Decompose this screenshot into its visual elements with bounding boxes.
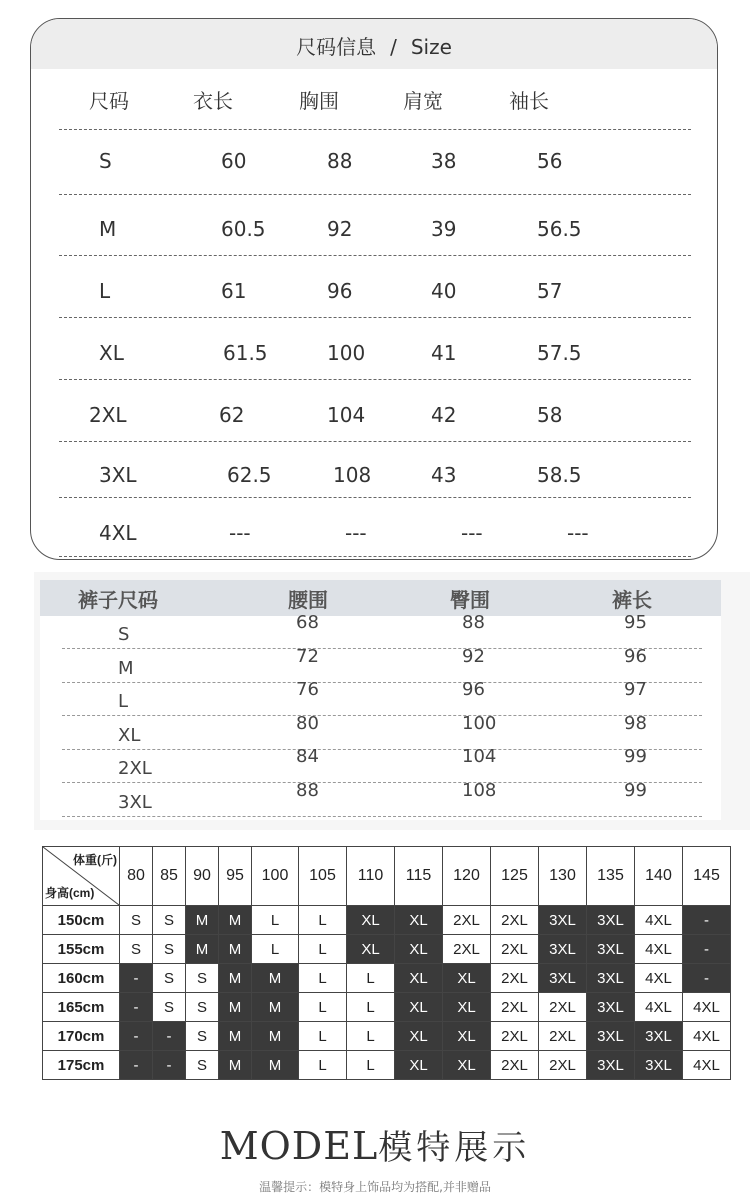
pants-header-3: 裤长 [612,588,652,612]
size-cell: 3XL [539,964,587,993]
size-value: 96 [327,279,353,303]
size-value: 39 [431,217,457,241]
weight-label: 体重(斤) [73,853,117,867]
pants-value: 96 [462,679,485,700]
size-cell: L [252,935,299,964]
size-value: 61.5 [223,341,268,365]
size-cell: L [347,1022,395,1051]
weight-header: 95 [219,847,252,906]
weight-header: 110 [347,847,395,906]
height-cell: 150cm [43,906,120,935]
size-value: 108 [333,463,372,487]
size-cell: M [252,1022,299,1051]
row-divider [59,255,691,256]
size-cell: M [219,1051,252,1080]
size-value: 104 [327,403,366,427]
size-cell: XL [443,964,491,993]
size-cell: M [219,1022,252,1051]
pants-size-table [34,572,750,830]
pants-size-label: XL [118,724,141,746]
weight-header: 135 [587,847,635,906]
size-cell: 2XL [443,935,491,964]
pants-value: 108 [462,779,497,801]
size-cell: S [186,964,219,993]
height-cell: 155cm [43,935,120,964]
size-cell: M [252,1051,299,1080]
size-cell: 2XL [443,906,491,935]
header-4: 袖长 [509,89,549,113]
size-cell: M [252,964,299,993]
weight-header: 120 [443,847,491,906]
size-cell: - [120,1051,153,1080]
size-cell: XL [443,1051,491,1080]
grid-header-row [43,847,731,906]
size-cell: M [186,935,219,964]
size-cell: L [347,993,395,1022]
size-value: 61 [221,279,247,303]
row-divider [59,317,691,318]
size-cell: 3XL [635,1051,683,1080]
size-cell: L [347,1051,395,1080]
size-cell: S [153,935,186,964]
grid-row [43,993,731,1022]
size-cell: 3XL [587,935,635,964]
weight-header: 145 [683,847,731,906]
size-cell: 3XL [539,906,587,935]
size-cell: 3XL [587,1051,635,1080]
pants-value: 88 [296,779,319,801]
pants-size-label: M [118,657,134,679]
row-divider [59,379,691,380]
size-cell: 4XL [635,935,683,964]
pants-header-1: 腰围 [288,588,328,612]
pants-row-divider [62,782,702,783]
weight-header: 80 [120,847,153,906]
height-weight-grid [42,846,731,1080]
size-label: 2XL [89,403,127,427]
weight-header: 140 [635,847,683,906]
size-value: 40 [431,279,457,303]
header-2: 胸围 [299,89,339,113]
title-cn: 尺码信息 [296,35,377,59]
size-value: 41 [431,341,457,365]
size-cell: XL [395,993,443,1022]
size-cell: S [153,964,186,993]
row-divider [59,497,691,498]
size-cell: XL [395,1022,443,1051]
pants-value: 104 [462,746,497,767]
size-cell: M [219,993,252,1022]
pants-row-divider [62,816,702,817]
size-cell: - [120,1022,153,1051]
size-cell: XL [443,1022,491,1051]
size-cell: 4XL [683,1022,731,1051]
size-cell: XL [395,906,443,935]
size-cell: 4XL [683,1051,731,1080]
size-cell: XL [395,1051,443,1080]
size-cell: L [347,964,395,993]
pants-value: 96 [624,645,647,667]
title-en: Size [410,35,452,59]
size-value: 100 [327,341,366,365]
grid-row [43,1051,731,1080]
size-cell: 2XL [491,964,539,993]
weight-header: 125 [491,847,539,906]
size-cell: M [186,906,219,935]
size-cell: L [299,993,347,1022]
pants-value: 99 [624,779,647,801]
size-info-card [30,18,718,560]
footer-note: 温馨提示：模特身上饰品均为搭配,并非赠品 [259,1180,491,1194]
pants-row-divider [62,715,702,716]
size-label: XL [99,341,124,365]
size-cell: XL [347,935,395,964]
size-cell: 3XL [635,1022,683,1051]
size-value: --- [345,521,367,545]
grid-row [43,1022,731,1051]
card-title [31,31,717,60]
size-cell: XL [395,935,443,964]
size-cell: 2XL [539,993,587,1022]
size-cell: L [299,1022,347,1051]
pants-size-label: 2XL [118,758,152,779]
pants-row-divider [62,682,702,683]
size-cell: 4XL [635,993,683,1022]
size-cell: XL [443,993,491,1022]
size-cell: M [252,993,299,1022]
pants-size-label: S [118,624,130,645]
size-cell: 3XL [587,1022,635,1051]
size-value: --- [567,521,589,545]
height-cell: 160cm [43,964,120,993]
pants-value: 99 [624,746,647,767]
size-cell: 2XL [491,906,539,935]
grid-row [43,935,731,964]
height-cell: 175cm [43,1051,120,1080]
size-value: 60.5 [221,217,266,241]
size-cell: S [186,1051,219,1080]
row-divider [59,129,691,130]
size-cell: 2XL [539,1051,587,1080]
size-value: 92 [327,217,353,241]
size-cell: M [219,964,252,993]
height-cell: 170cm [43,1022,120,1051]
size-value: 38 [431,149,457,173]
size-cell: L [299,1051,347,1080]
model-en: MODEL [219,1124,379,1168]
size-cell: - [120,964,153,993]
size-cell: - [153,1051,186,1080]
weight-header: 100 [252,847,299,906]
weight-header: 105 [299,847,347,906]
row-divider [59,194,691,195]
size-cell: S [153,993,186,1022]
header-3: 肩宽 [403,89,443,113]
size-cell: S [153,906,186,935]
size-cell: 2XL [491,1051,539,1080]
size-cell: S [120,935,153,964]
grid-row [43,964,731,993]
model-heading [0,1120,750,1169]
size-cell: L [299,964,347,993]
size-label: S [99,149,112,173]
weight-header: 90 [186,847,219,906]
size-value: --- [229,521,251,545]
pants-value: 95 [624,612,647,633]
height-label: 身高(cm) [45,886,95,900]
grid-corner [43,847,120,906]
pants-value: 92 [462,645,485,667]
size-cell: 3XL [539,935,587,964]
size-cell: M [219,935,252,964]
size-cell: 3XL [587,964,635,993]
height-cell: 165cm [43,993,120,1022]
pants-value: 76 [296,679,319,700]
size-cell: - [120,993,153,1022]
size-value: 58 [537,403,563,427]
size-label: 4XL [99,521,137,545]
size-cell: 2XL [491,1022,539,1051]
size-value: 42 [431,403,457,427]
pants-value: 98 [624,712,647,734]
pants-value: 97 [624,679,647,700]
size-label: L [99,279,111,303]
row-divider [59,556,691,557]
weight-header: 130 [539,847,587,906]
size-cell: 2XL [491,993,539,1022]
size-value: 56.5 [537,217,582,241]
size-value: 56 [537,149,563,173]
size-cell: L [299,906,347,935]
size-cell: 3XL [587,906,635,935]
size-cell: L [299,935,347,964]
pants-value: 100 [462,712,497,734]
pants-value: 88 [462,612,485,633]
size-cell: S [120,906,153,935]
header-1: 衣长 [193,89,233,113]
size-label: M [99,217,117,241]
weight-header: 85 [153,847,186,906]
size-cell: - [683,964,731,993]
pants-size-label: 3XL [118,791,152,813]
pants-value: 84 [296,746,319,767]
size-cell: 2XL [491,935,539,964]
size-cell: - [153,1022,186,1051]
size-cell: 2XL [539,1022,587,1051]
size-cell: 3XL [587,993,635,1022]
header-0: 尺码 [89,89,129,113]
size-cell: M [219,906,252,935]
weight-header: 115 [395,847,443,906]
pants-row-divider [62,648,702,649]
pants-value: 80 [296,712,319,734]
size-label: 3XL [99,463,137,487]
size-value: 88 [327,149,353,173]
size-cell: S [186,1022,219,1051]
size-value: 57 [537,279,563,303]
size-cell: - [683,906,731,935]
model-cn: 模特展示 [378,1128,531,1168]
pants-size-label: L [118,691,129,712]
size-cell: 4XL [635,906,683,935]
size-value: 62 [219,403,245,427]
size-cell: - [683,935,731,964]
size-cell: L [252,906,299,935]
pants-value: 72 [296,645,319,667]
size-value: 58.5 [537,463,582,487]
grid-row [43,906,731,935]
size-value: 57.5 [537,341,582,365]
pants-body [40,616,721,820]
pants-header-2: 臀围 [450,588,490,612]
pants-row-divider [62,749,702,750]
pants-header-0: 裤子尺码 [78,588,158,612]
size-cell: XL [395,964,443,993]
size-value: 62.5 [227,463,272,487]
pants-value: 68 [296,612,319,633]
size-cell: XL [347,906,395,935]
row-divider [59,441,691,442]
size-value: --- [461,521,483,545]
size-cell: 4XL [683,993,731,1022]
size-value: 60 [221,149,247,173]
size-value: 43 [431,463,457,487]
size-cell: S [186,993,219,1022]
size-cell: 4XL [635,964,683,993]
title-separator: / [390,35,397,59]
